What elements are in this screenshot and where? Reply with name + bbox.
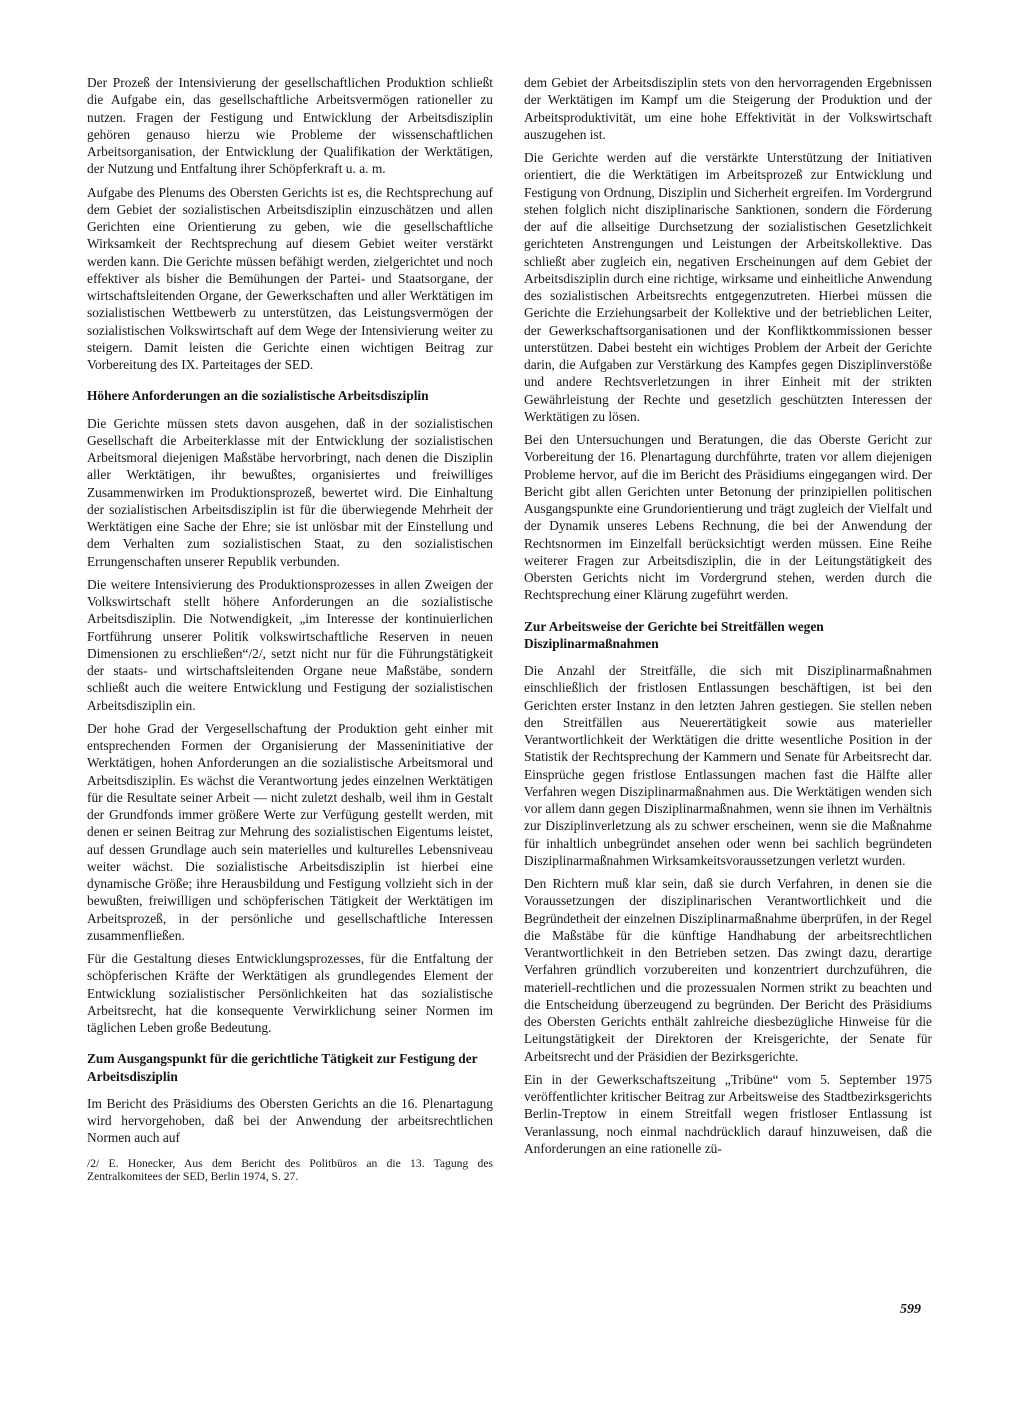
paragraph: Bei den Untersuchungen und Beratungen, die das Oberste Gericht zur Vorbereitung der 16. Plenartagung durchführte, traten vor allem diejenigen Probleme hervor, auf die im Bericht des Präsidiums eingegangen wird. Der Bericht gibt allen Gerichten unter Betonung der prinzipiellen politischen Ausgangspunkte eine Grundorientierung und trägt zugleich der Vielfalt und der Dynamik unseres Lebens Rechnung, die bei der Anwendung der Rechtsnormen im Einzelfall berücksichtigt werden müssen. Eine Reihe weiterer Fragen zur Arbeitsdisziplin, die in der Leitungstätigkeit des Obersten Gerichts nicht im Vordergrund stehen, werden durch die Rechtsprechung einer Klärung zugeführt werden. <box>524 432 932 603</box>
paragraph: Für die Gestaltung dieses Entwicklungsprozesses, für die Entfaltung der schöpferischen Kräfte der Werktätigen als grundlegendes Element der Entwicklung sozialistischer Persönlichkeiten hat das sozialistische Arbeitsrecht, hat die konsequente Verwirklichung seiner Normen im täglichen Leben große Bedeutung. <box>87 951 493 1035</box>
paragraph: Ein in der Gewerkschaftszeitung „Tribüne“ vom 5. September 1975 veröffentlichter kritischer Beitrag zur Arbeitsweise des Stadtbezirksgerichts Berlin-Treptow in einem Streitfall wegen fristloser Entlassung ist Veranlassung, noch einmal nachdrücklich darauf hinzuweisen, daß die Anforderungen an eine rationelle zü- <box>524 1071 932 1156</box>
page-number: 599 <box>900 1302 921 1317</box>
paragraph: Die Gerichte müssen stets davon ausgehen, daß in der sozialistischen Gesellschaft die Arbeiterklasse mit der Entwicklung der sozialistischen Arbeitsmoral diejenigen Maßstäbe hervorbringt, nach denen die Disziplin aller Werktätigen, ihr bewußtes, organisiertes und freiwilliges Zusammenwirken im Produktionsprozeß, bewertet wird. Die Einhaltung der sozialistischen Arbeitsdisziplin ist für die überwiegende Mehrheit der Werktätigen eine Sache der Ehre; sie ist unlösbar mit der Einstellung und dem Verhalten zum sozialistischen Staat, zu den sozialistischen Errungenschaften unserer Republik verbunden. <box>87 415 493 569</box>
right-column <box>524 74 932 1163</box>
section-heading: Höhere Anforderungen an die sozialistische Arbeitsdisziplin <box>87 388 429 404</box>
paragraph: dem Gebiet der Arbeitsdisziplin stets von den hervorragenden Ergebnissen der Werktätigen im Kampf um die Steigerung der Produktion und der Arbeitsproduktivität, um eine hohe Effektivität in der Volkswirtschaft auszugehen ist. <box>524 75 932 142</box>
paragraph: Den Richtern muß klar sein, daß sie durch Verfahren, in denen sie die Voraussetzungen der disziplinarischen Verantwortlichkeit und die Begründetheit der einzelnen Disziplinarmaßnahme überprüfen, in der Regel die Maßstäbe für die künftige Handhabung der arbeitsrechtlichen Verantwortlichkeit in den Betrieben setzen. Das zwingt dazu, derartige Verfahren gründlich vorzubereiten und konzentriert durchzuführen, die materiell-rechtlichen und die prozessualen Normen strikt zu beachten und die Entscheidung überzeugend zu begründen. Der Bericht des Präsidiums des Obersten Gerichts enthält zahlreiche diesbezügliche Hinweise für die Leitungstätigkeit der Direktoren der Kreisgerichte, der Senate für Arbeitsrecht und der Präsidien der Bezirksgerichte. <box>524 876 932 1064</box>
paragraph: Aufgabe des Plenums des Obersten Gerichts ist es, die Rechtsprechung auf dem Gebiet der sozialistischen Arbeitsdisziplin einzuschätzen und allen Gerichten eine Orientierung zu geben, wie die gesellschaftliche Wirksamkeit der Rechtsprechung auf diesem Gebiet weiter verstärkt werden kann. Die Gerichte müssen befähigt werden, zielgerichtet und noch effektiver als bisher die Bemühungen der Partei- und Staatsorgane, der wirtschaftsleitenden Organe, der Gewerkschaften und aller Werktätigen im sozialistischen Wettbewerb zu unterstützen, das Leistungsvermögen der sozialistischen Volkswirtschaft auf dem Wege der Intensivierung weiter zu steigern. Damit leisten die Gerichte einen wichtigen Beitrag zur Vorbereitung des IX. Parteitages der SED. <box>87 184 493 372</box>
paragraph: Der Prozeß der Intensivierung der gesellschaftlichen Produktion schließt die Aufgabe ein, das gesellschaftliche Arbeitsvermögen rationeller zu nutzen. Fragen der Festigung und Entwicklung der Arbeitsdisziplin gehören genauso hierzu wie Probleme der wissenschaftlichen Arbeitsorganisation, der Entwicklung der Qualifikation der Werktätigen, der Nutzung und Entfaltung ihrer Schöpferkraft u. a. m. <box>87 75 493 177</box>
paragraph: Die Anzahl der Streitfälle, die sich mit Disziplinarmaßnahmen einschließlich der fristlosen Entlassungen beschäftigen, ist bei den Gerichten erster Instanz in den letzten Jahren gestiegen. Sie stellen neben den Streitfällen aus Neuerertätigkeit sowie aus materieller Verantwortlichkeit der Werktätigen die dritte wesentliche Position in der Statistik der Rechtsprechung der Kammern und Senate für Arbeitsrecht dar. Einsprüche gegen fristlose Entlassungen machen fast die Hälfte aller Verfahren wegen Disziplinarmaßnahmen aus. Die Werktätigen wenden sich vor allem dann gegen Disziplinarmaßnahmen, wenn sie ihnen im Verhältnis zur Disziplinverletzung als zu schwer erscheinen, wenn sie die Maßnahme für inhaltlich unbegründet ansehen oder wenn bei sachlich begründeten Disziplinarmaßnahmen Wirksamkeitsvoraussetzungen verletzt wurden. <box>524 663 932 868</box>
section-heading: Zur Arbeitsweise der Gerichte bei Streitfällen wegen Disziplinarmaßnahmen <box>524 618 824 651</box>
paragraph: Die weitere Intensivierung des Produktionsprozesses in allen Zweigen der Volkswirtschaft stellt höhere Anforderungen an die sozialistische Arbeitsdisziplin. Die Notwendigkeit, „im Interesse der kontinuierlichen Fortführung unserer Politik volkswirtschaftliche Reserven in neuen Dimensionen zu erschließen“/2/, setzt nicht nur für die Führungstätigkeit der staats- und wirtschaftsleitenden Organe neue Maßstäbe, sondern schließt auch die weitere Entwicklung und Festigung der sozialistischen Arbeitsdisziplin ein. <box>87 576 493 713</box>
paragraph: Die Gerichte werden auf die verstärkte Unterstützung der Initiativen orientiert, die die Werktätigen im Arbeitsprozeß zur Entwicklung und Festigung von Ordnung, Disziplin und Sicherheit ergreifen. Im Vordergrund stehen folglich nicht disziplinarische Sanktionen, sondern die Förderung der auf die allseitige Durchsetzung der sozialistischen Gesetzlichkeit gerichteten Anstrengungen und Leistungen der Arbeitskollektive. Das schließt aber zugleich ein, negativen Erscheinungen auf dem Gebiet der Arbeitsdisziplin durch eine richtige, wirksame und einheitliche Anwendung des sozialistischen Arbeitsrechts entgegenzutreten. Hierbei müssen die Gerichte die Erziehungsarbeit der Kollektive und der betrieblichen Leiter, der Gewerkschaftsorganisationen und der Konfliktkommissionen besser unterstützen. Dabei besteht ein wichtiges Problem der Arbeit der Gerichte darin, die Aufgaben zur Verstärkung des Kampfes gegen Disziplinverstöße und andere Rechtsverletzungen in ihrer Einheit mit der strikten Gewährleistung der Rechte und gesetzlich geschützten Interessen der Werktätigen zu lösen. <box>524 150 932 424</box>
footnote: /2/ E. Honecker, Aus dem Bericht des Politbüros an die 13. Tagung des Zentralkomitees der SED, Berlin 1974, S. 27. <box>87 1156 493 1183</box>
section-heading: Zum Ausgangspunkt für die gerichtliche Tätigkeit zur Festigung der Arbeitsdisziplin <box>87 1051 478 1084</box>
paragraph: Im Bericht des Präsidiums des Obersten Gerichts an die 16. Plenartagung wird hervorgehoben, daß bei der Anwendung der arbeitsrechtlichen Normen auch auf <box>87 1095 493 1146</box>
paragraph: Der hohe Grad der Vergesellschaftung der Produktion geht einher mit entsprechenden Formen der Organisierung der Masseninitiative der Werktätigen, hohen Anforderungen an die sozialistische Arbeitsmoral und Arbeitsdisziplin. Es wächst die Verantwortung jedes einzelnen Werktätigen für die Resultate seiner Arbeit — nicht zuletzt deshalb, weil ihm in Gestalt der Grundfonds immer größere Werte zur Verfügung gestellt werden, mit denen er seinen Beitrag zur Mehrung des sozialistischen Eigentums leistet, auf dessen Grundlage auch sein materielles und kulturelles Lebensniveau weiter wächst. Die sozialistische Arbeitsdisziplin ist hierbei eine dynamische Größe; ihre Herausbildung und Festigung vollzieht sich in der bewußten, freiwilligen und schöpferischen Tätigkeit der Werktätigen im Arbeitsprozeß, in der persönliche und gesellschaftliche Interessen zusammenfließen. <box>87 720 493 943</box>
left-column <box>87 74 493 1190</box>
